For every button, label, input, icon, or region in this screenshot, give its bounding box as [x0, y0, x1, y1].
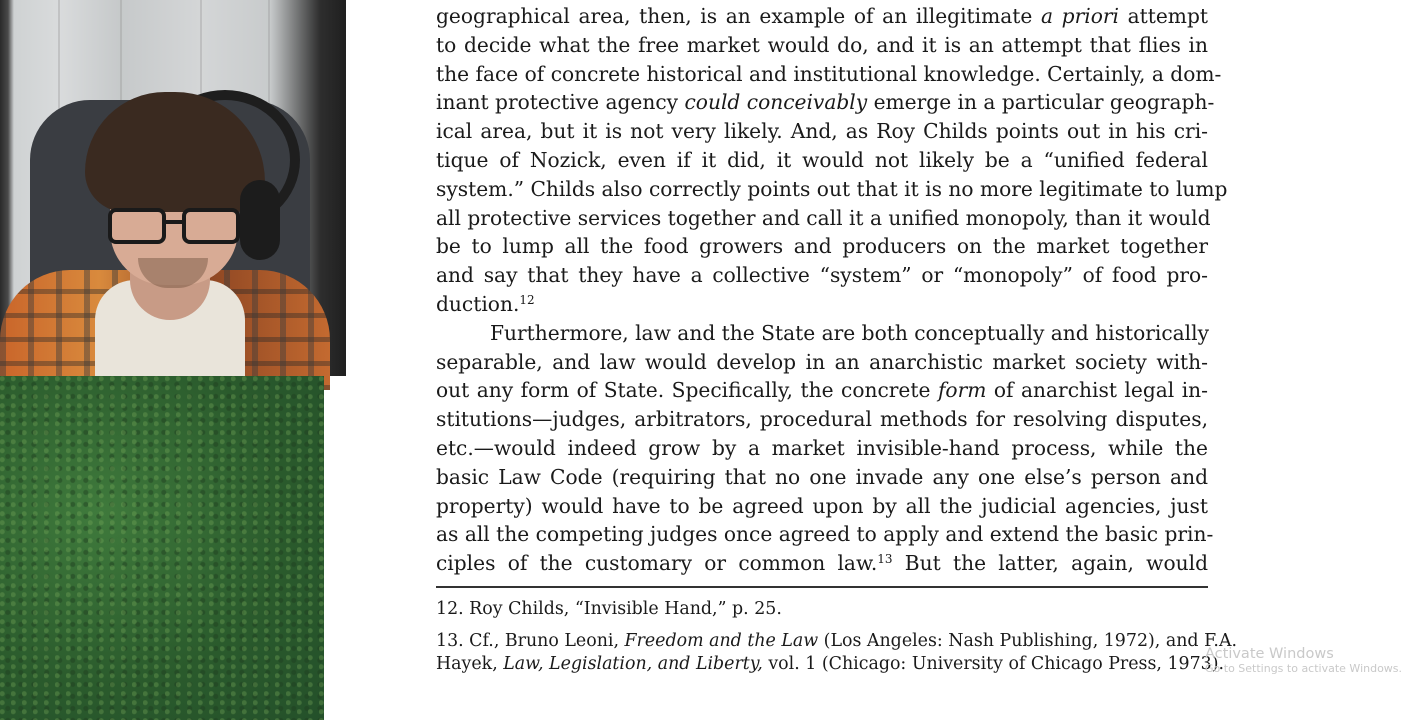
webcam-feed — [0, 0, 346, 376]
text-line: system.” Childs also correctly points out that it is no more legitimate to lump — [436, 176, 1228, 201]
footnote-13-line2: Hayek, Law, Legislation, and Liberty, vol. 1 (Chicago: University of Chicago Press, 1973). — [436, 654, 1225, 674]
glasses-bridge — [164, 220, 184, 224]
text-line: tique of Nozick, even if it did, it would not likely be a “unified federal — [436, 148, 1208, 172]
text-line: all protective services together and call it a unified monopoly, than it would — [436, 205, 1211, 230]
footnote-divider — [436, 586, 1208, 588]
footnote-12: 12. Roy Childs, “Invisible Hand,” p. 25. — [436, 599, 782, 619]
headphone-earcup — [240, 180, 280, 260]
glasses — [106, 208, 242, 248]
glasses-lens-right — [182, 208, 240, 244]
text-line: Furthermore, law and the State are both conceptually and historically — [490, 320, 1210, 345]
text-line: geographical area, then, is an example of an illegitimate a priori attempt — [436, 4, 1208, 28]
text-line: property) would have to be agreed upon by all the judicial agencies, just — [436, 493, 1208, 518]
text-line: and say that they have a collective “system” or “monopoly” of food pro- — [436, 263, 1208, 288]
glasses-lens-left — [108, 208, 166, 244]
watermark-subtitle: Go to Settings to activate Windows. — [1205, 662, 1402, 675]
text-line: the face of concrete historical and institutional knowledge. Certainly, a dom- — [436, 61, 1222, 86]
footnote-ref: 12 — [519, 293, 535, 307]
text-line: duction.$^{12}$ — [436, 292, 535, 316]
footnote-13-line1: 13. Cf., Bruno Leoni, Freedom and the Law (Los Angeles: Nash Publishing, 1972), and F.A. — [436, 631, 1238, 651]
text-line: ical area, but it is not very likely. And, as Roy Childs points out in his cri- — [436, 119, 1208, 144]
text-line: ciples of the customary or common law.$^{13}$ But the latter, again, would — [436, 551, 1208, 576]
activate-windows-watermark — [1205, 646, 1402, 675]
text-line: out any form of State. Specifically, the concrete form of anarchist legal in- — [436, 378, 1209, 403]
text-line: basic Law Code (requiring that no one invade any one else’s person and — [436, 464, 1208, 489]
text-line: be to lump all the food growers and producers on the market together — [436, 234, 1208, 259]
text-line: to decide what the free market would do, and it is an attempt that flies in — [436, 32, 1208, 57]
text-line: as all the competing judges once agreed to apply and extend the basic prin- — [436, 522, 1214, 547]
grass-background-panel — [0, 376, 324, 720]
text-line: stitutions—judges, arbitrators, procedural methods for resolving disputes, — [436, 407, 1208, 432]
document-page — [436, 0, 1238, 720]
text-line: separable, and law would develop in an anarchistic market society with- — [436, 349, 1208, 374]
watermark-title: Activate Windows — [1205, 646, 1334, 662]
text-line: etc.—would indeed grow by a market invisible-hand process, while the — [436, 436, 1208, 460]
footnote-ref: 13 — [877, 552, 893, 567]
text-line: inant protective agency could conceivably emerge in a particular geograph- — [436, 90, 1215, 115]
